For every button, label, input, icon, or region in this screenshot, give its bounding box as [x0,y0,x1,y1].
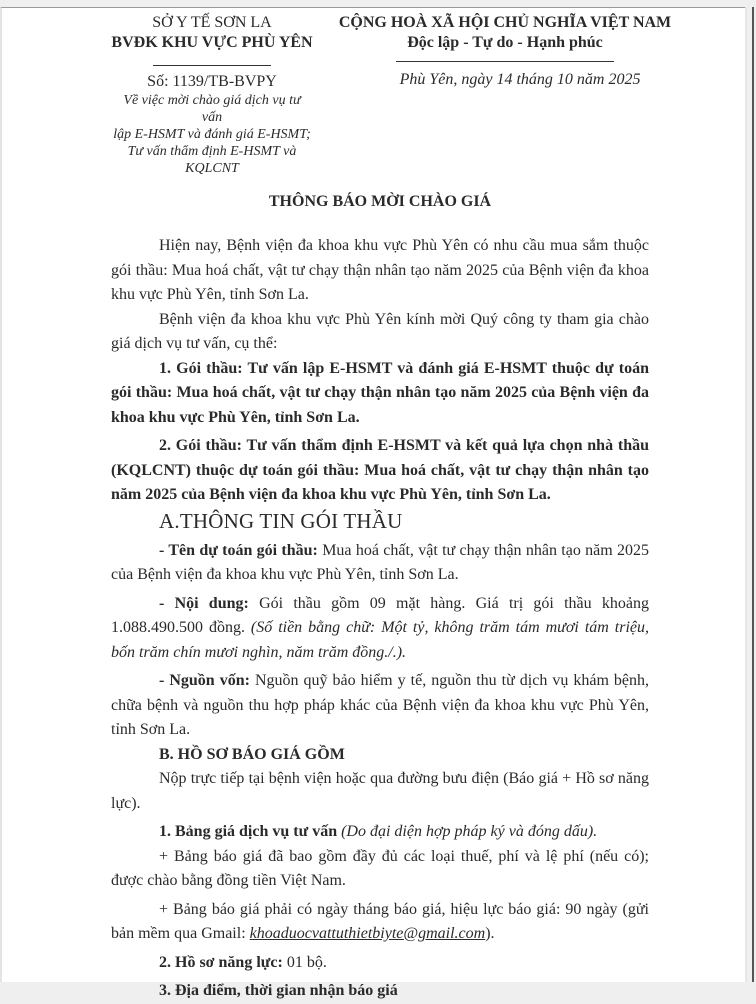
section-a-heading: A.THÔNG TIN GÓI THẦU [159,508,403,533]
content-label: - Nội dung: [159,594,249,612]
intro-paragraph: Hiện nay, Bệnh viện đa khoa khu vực Phù Yên có nhu cầu mua sắm thuộc gói thầu: Mua hoá chất, vật tư chạy thận nhân tạo năm 2025 của Bệnh viện đa khoa khu vực Phù Yên, tỉnh Sơn La. [111,237,649,303]
issuer-parent-org: SỞ Y TẾ SƠN LA [152,14,272,31]
section-b-heading: B. HỒ SƠ BÁO GIÁ GỒM [159,745,345,763]
price-list-item-1: + Bảng báo giá đã bao gồm đầy đủ các loại thuế, phí và lệ phí (nếu có); được chào bằng đồng tiền Việt Nam. [111,847,649,889]
document-title: THÔNG BÁO MỜI CHÀO GIÁ [268,193,492,210]
location-time-heading: 3. Địa điểm, thời gian nhận báo giá [159,982,398,999]
package-name-paragraph [111,539,649,588]
place-date: Phù Yên, ngày 14 tháng 10 năm 2025 [399,71,641,88]
funding-paragraph [111,669,649,743]
document-subject [112,92,312,177]
subject-line: KQLCNT [185,161,239,176]
package-name-value: Mua hoá chất, vật tư chạy thận nhân tạo năm 2025 của Bệnh viện đa khoa khu vực Phù Yên, tỉnh Sơn La. [111,541,649,583]
price-list-label: 1. Bảng giá dịch vụ tư vấn [159,823,338,840]
package-2: 2. Gói thầu: Tư vấn thẩm định E-HSMT và kết quả lựa chọn nhà thầu (KQLCNT) thuộc dự toán gói thầu: Mua hoá chất, vật tư chạy thận nhân tạo năm 2025 của Bệnh viện đa khoa khu vực Phù Yên, tỉnh Sơn La. [111,437,649,503]
package-name-label: - Tên dự toán gói thầu: [159,541,318,559]
price-list-item-2 [111,898,649,947]
funding-label: - Nguồn vốn: [159,672,250,689]
document-number: Số: 1139/TB-BVPY [147,73,277,90]
content-paragraph [111,592,649,666]
capability-value: 01 bộ. [282,953,327,971]
viewer-border [752,7,754,987]
content-value: Gói thầu gồm 09 mặt hàng. Giá trị gói thầu khoảng 1.088.490.500 đồng. [111,594,650,636]
national-title: CỘNG HOÀ XÃ HỘI CHỦ NGHĨA VIỆT NAM [338,14,672,31]
document-body [111,234,649,1004]
subject-line: Về việc mời chào giá dịch vụ tư vấn [123,93,301,125]
item-2-close: ). [485,925,495,942]
amount-in-words: (Số tiền bằng chữ: Một tỷ, không trăm tám mươi tám triệu, bốn trăm chín mươi nghìn, năm trăm đồng./.). [111,619,649,661]
page-edge [745,7,747,982]
subject-line: lập E-HSMT và đánh giá E-HSMT; [113,127,311,142]
subject-line: Tư vấn thẩm định E-HSMT và [127,144,297,159]
motto-divider [396,61,614,62]
invite-paragraph: Bệnh viện đa khoa khu vực Phù Yên kính mời Quý công ty tham gia chào giá dịch vụ tư vấn, cụ thể: [111,310,649,352]
email-link[interactable]: khoaduocvattuthietbiyte@gmail.com [249,925,486,942]
capability-label: 2. Hồ sơ năng lực: [159,953,283,971]
funding-value: Nguồn quỹ bảo hiểm y tế, nguồn thu từ dịch vụ khám bệnh, chữa bệnh và nguồn thu hợp pháp khác của Bệnh viện đa khoa khu vực Phù Yên, tỉnh Sơn La. [111,672,650,738]
national-motto: Độc lập - Tự do - Hạnh phúc [407,34,603,51]
issuer-divider [153,65,271,66]
submission-paragraph: Nộp trực tiếp tại bệnh viện hoặc qua đường bưu điện (Báo giá + Hồ sơ năng lực). [111,770,649,812]
issuer-org-name: BVĐK KHU VỰC PHÙ YÊN [111,34,313,51]
package-1: 1. Gói thầu: Tư vấn lập E-HSMT và đánh giá E-HSMT thuộc dự toán gói thầu: Mua hoá chất, vật tư chạy thận nhân tạo năm 2025 của Bệnh viện đa khoa khu vực Phù Yên, tỉnh Sơn La. [111,359,649,426]
issuer-block [92,13,332,177]
national-header [330,13,680,90]
price-list-note: (Do đại diện hợp pháp ký và đóng dấu). [337,823,598,840]
capability-paragraph [111,951,649,976]
price-list-paragraph [111,820,649,845]
item-2-text: + Bảng báo giá phải có ngày tháng báo giá, hiệu lực báo giá: 90 ngày (gửi bản mềm qua Gmail: [111,900,649,942]
